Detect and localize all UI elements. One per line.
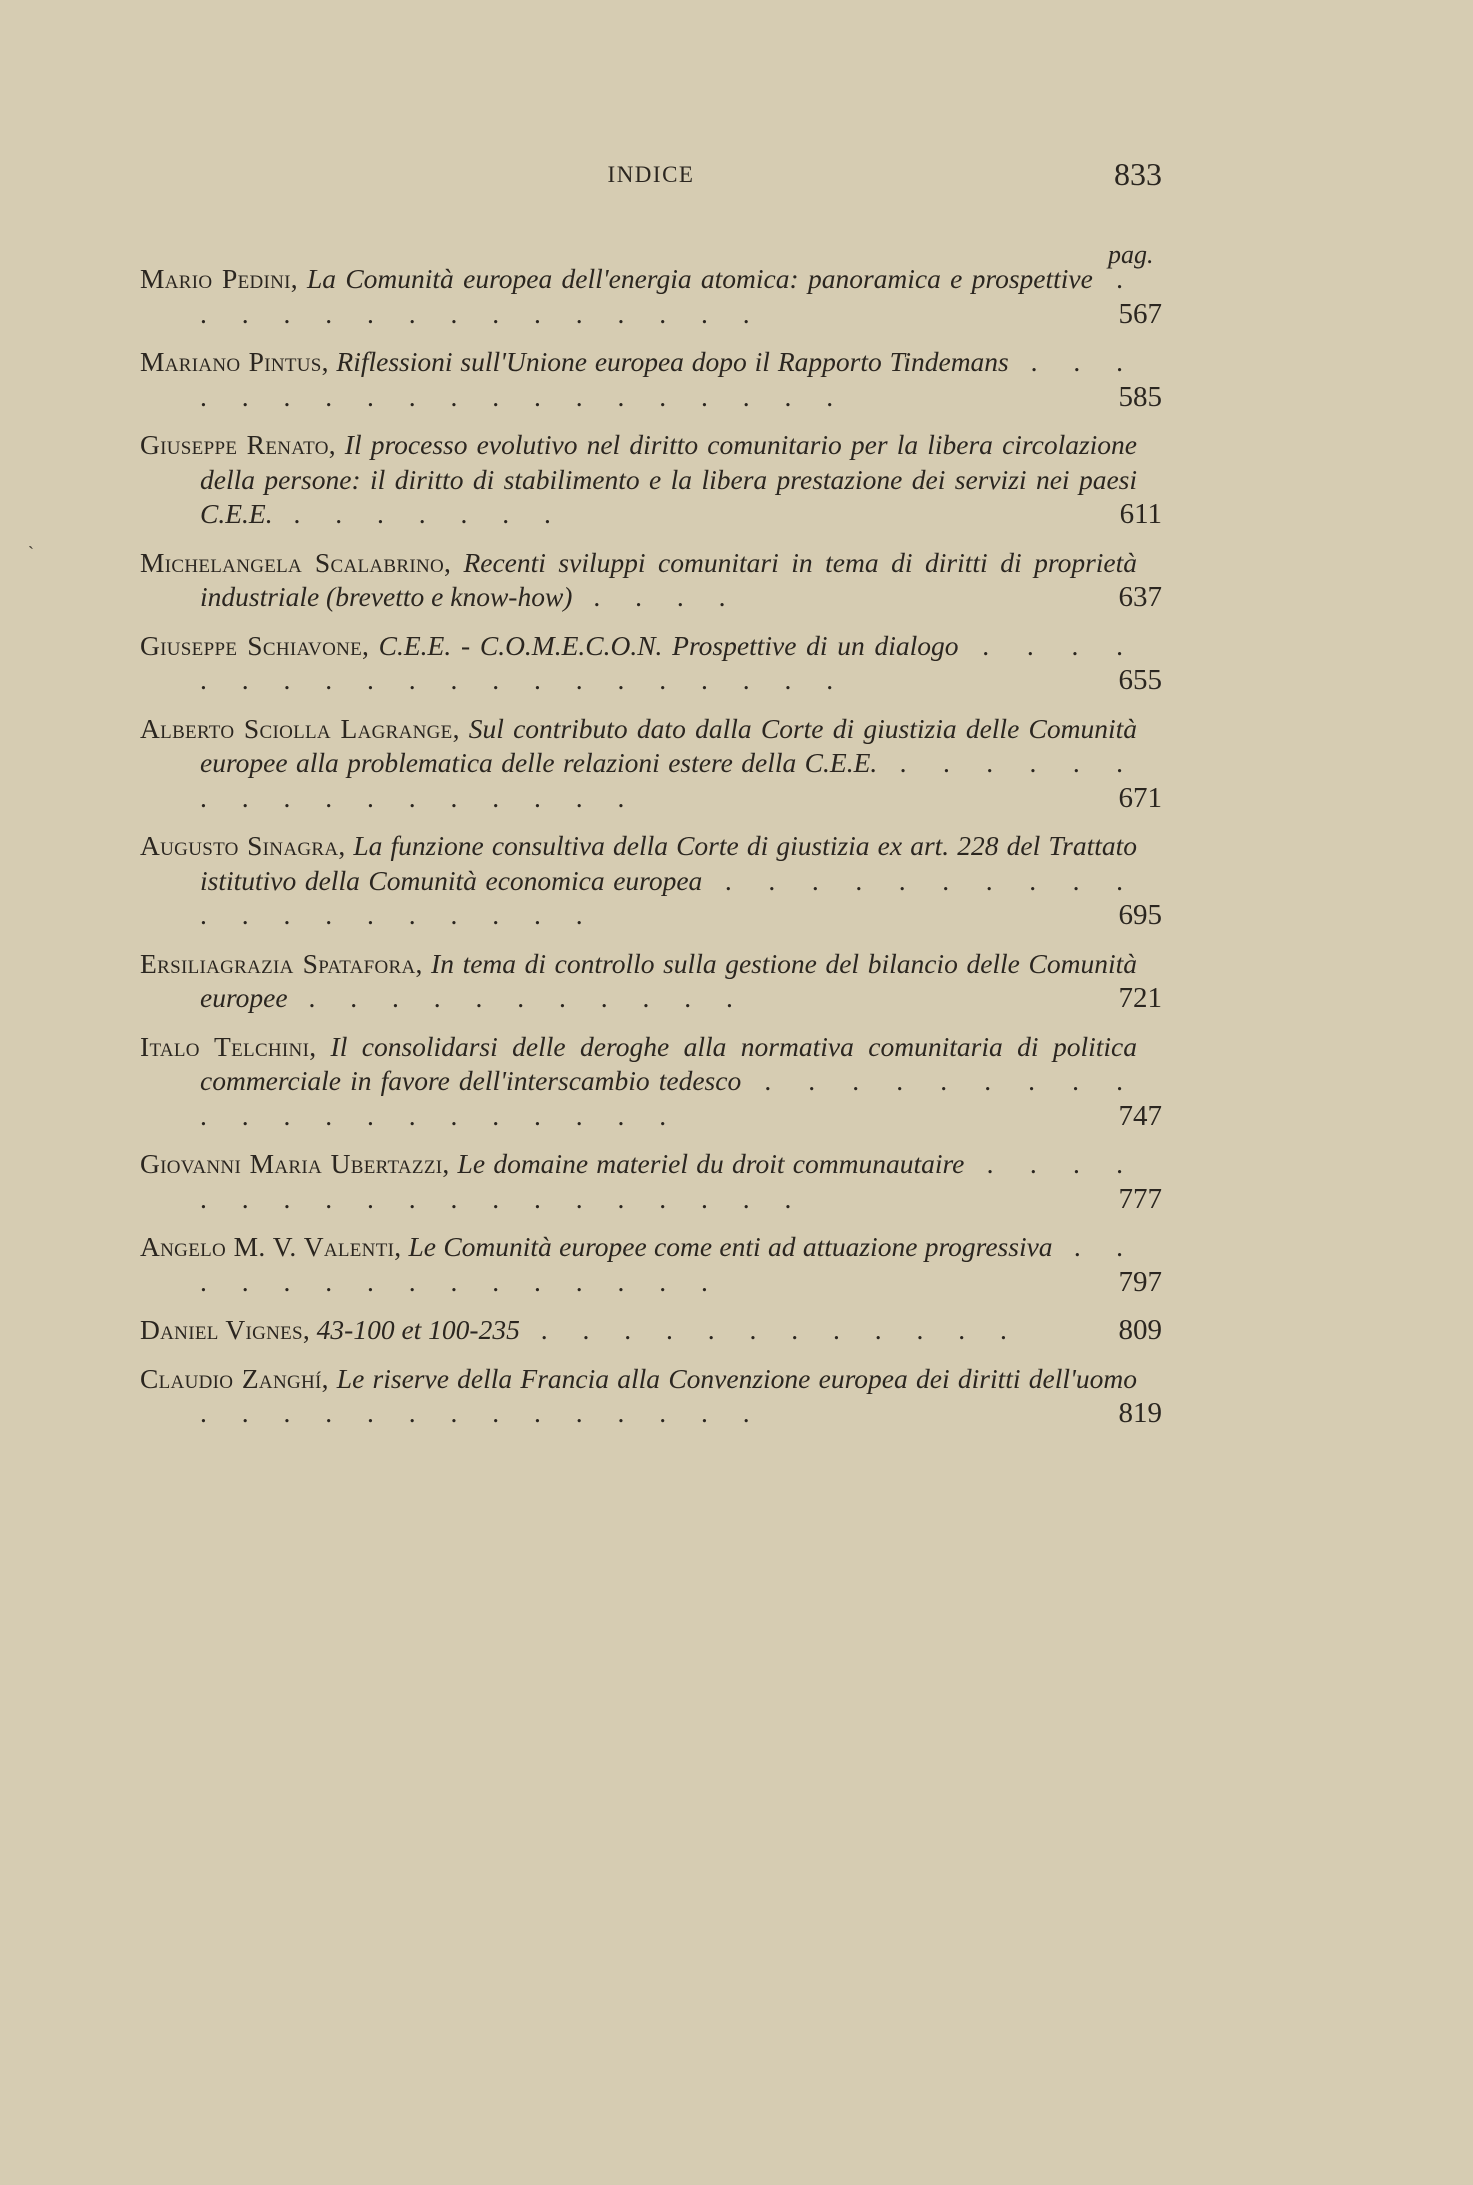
entry-title: Riflessioni sull'Unione europea dopo il Rapporto Tindemans [336, 346, 1009, 377]
toc-entry [140, 1313, 1162, 1348]
leader-dots: . . . . . . . . . . . . [519, 1314, 1021, 1345]
entry-page-number: 777 [1118, 1182, 1162, 1215]
toc-entry-text: Angelo M. V. Valenti, Le Comunità europee come enti ad attuazione progressiva . . . . . . . . . . . . . . . [140, 1231, 1137, 1297]
entry-title: Il processo evolutivo nel diritto comunitario per la libera circolazione della persone: il diritto di stabilimento e la libera prestazione dei servizi nei paesi C.E.E. [200, 429, 1138, 529]
toc-entry-text: Michelangela Scalabrino, Recenti sviluppi comunitari in tema di diritti di proprietà industriale (brevetto e know-how) . . . . [140, 546, 1138, 612]
entry-author: Ersiliagrazia Spatafora [140, 947, 416, 979]
toc-entry [140, 345, 1162, 414]
entry-title: Il consolidarsi delle deroghe alla normativa comunitaria di politica commerciale in favore dell'interscambio tedesco [200, 1030, 1137, 1096]
toc-entry-text: Augusto Sinagra, La funzione consultiva della Corte di giustizia ex art. 228 del Trattato istitutivo della Comunità economica europea . . . . . . . . . . . . . . . . . . . . [140, 830, 1138, 930]
leader-dots: . . . . . . . . . . . . . . . . . . . . [200, 864, 1137, 930]
entry-author: Giuseppe Renato [140, 429, 329, 460]
entry-author: Mariano Pintus [140, 346, 322, 377]
pag-label: pag. [1108, 240, 1154, 269]
entry-title: Le domaine materiel du droit communautaire [457, 1148, 965, 1179]
entry-page-number: 611 [1119, 498, 1162, 530]
entry-author: Angelo M. V. Valenti [140, 1231, 395, 1262]
toc-entry-text: Daniel Vignes, 43-100 et 100-235 . . . . . . . . . . . . [140, 1314, 1021, 1345]
entry-page-number: 567 [1118, 297, 1162, 330]
entry-title: La Comunità europea dell'energia atomica: panoramica e prospettive [306, 263, 1093, 294]
entry-author: Augusto Sinagra [140, 830, 339, 861]
toc-entry [140, 947, 1162, 1016]
entry-page-number: 797 [1118, 1265, 1162, 1298]
entry-author: Claudio Zanghí [140, 1362, 322, 1394]
entry-title: 43-100 et 100-235 [316, 1314, 520, 1345]
entry-author: Giuseppe Schiavone [140, 629, 363, 661]
margin-mark: ` [28, 543, 34, 563]
entry-author: Mario Pedini [140, 263, 291, 294]
entry-author: Alberto Sciolla Lagrange [140, 712, 453, 744]
entry-title: Le Comunità europee come enti ad attuazione progressiva [408, 1231, 1053, 1262]
entry-author: Italo Telchini [140, 1030, 310, 1062]
entry-page-number: 655 [1118, 664, 1162, 696]
entry-title: In tema di controllo sulla gestione del bilancio delle Comunità europee [200, 947, 1137, 1013]
toc-entry [140, 1147, 1162, 1216]
toc-entry [140, 546, 1162, 615]
running-head [140, 156, 1162, 196]
entry-page-number: 747 [1118, 1099, 1162, 1132]
toc-entry-text: Alberto Sciolla Lagrange, Sul contributo dato dalla Corte di giustizia delle Comunità europee alla problematica delle relazioni estere della C.E.E. . . . . . . . . . . . . . . . . . [140, 712, 1138, 813]
toc-entry [140, 262, 1162, 331]
toc-entry-text: Italo Telchini, Il consolidarsi delle deroghe alla normativa comunitaria di politica commerciale in favore dell'interscambio tedesco . . . . . . . . . . . . . . . . . . . . . [140, 1030, 1138, 1131]
leader-dots: . . . . . . . . . . . . . . [200, 1397, 764, 1428]
entry-page-number: 809 [1118, 1314, 1162, 1346]
toc-entry [140, 829, 1162, 933]
entry-author: Giovanni Maria Ubertazzi [140, 1148, 443, 1179]
entry-page-number: 585 [1118, 380, 1162, 413]
leader-dots: . . . . . . . . . . . . . . . . . . . . [200, 629, 1138, 695]
toc-entry-text: Mario Pedini, La Comunità europea dell'energia atomica: panoramica e prospettive . . . . . . . . . . . . . . . [140, 263, 1138, 329]
running-title: INDICE [607, 162, 695, 187]
entry-title: Sul contributo dato dalla Corte di giustizia delle Comunità europee alla problematica delle relazioni estere della C.E.E. [200, 712, 1138, 778]
toc-entry-text: Giuseppe Schiavone, C.E.E. - C.O.M.E.C.O.N. Prospettive di un dialogo . . . . . . . . . . . . . . . . . . . . [140, 629, 1138, 695]
entry-author: Michelangela Scalabrino [140, 546, 445, 578]
toc-entry [140, 1230, 1162, 1299]
leader-dots: . . . . . . . . . . . [287, 982, 747, 1013]
leader-dots: . . . . . . . . . . . . . . . . . . . . . [200, 1065, 1138, 1131]
entry-title: Recenti sviluppi comunitari in tema di diritti di proprietà industriale (brevetto e know-how) [200, 546, 1138, 612]
toc-entry [140, 712, 1162, 816]
leader-dots: . . . . [572, 581, 740, 612]
toc-entry [140, 629, 1162, 698]
leader-dots: . . . . . . . . . . . . . . . . . [200, 747, 1137, 813]
entry-title: La funzione consultiva della Corte di giustizia ex art. 228 del Trattato istitutivo della Comunità economica europea [200, 830, 1138, 896]
toc-entry [140, 1362, 1162, 1431]
table-of-contents [140, 262, 1162, 1445]
toc-entry-text: Claudio Zanghí, Le riserve della Francia alla Convenzione europea dei diritti dell'uomo . . . . . . . . . . . . . . [140, 1362, 1137, 1428]
toc-entry-text: Giovanni Maria Ubertazzi, Le domaine materiel du droit communautaire . . . . . . . . . . . . . . . . . . . [140, 1148, 1138, 1214]
entry-page-number: 819 [1118, 1397, 1162, 1429]
leader-dots: . . . . . . . . . . . . . . . . . . . [200, 346, 1138, 412]
entry-page-number: 671 [1118, 781, 1162, 814]
toc-entry-text: Giuseppe Renato, Il processo evolutivo nel diritto comunitario per la libera circolazione della persone: il diritto di stabilimento e la libera prestazione dei servizi nei paesi C.E.E. . . . . . . . [140, 429, 1138, 529]
page-number: 833 [1114, 156, 1162, 192]
entry-author: Daniel Vignes [140, 1314, 303, 1345]
entry-page-number: 721 [1118, 982, 1162, 1014]
leader-dots: . . . . . . . . . . . . . . . [200, 263, 1138, 329]
leader-dots: . . . . . . . . . . . . . . . . . . . [200, 1148, 1138, 1214]
toc-entry-text: Mariano Pintus, Riflessioni sull'Unione europea dopo il Rapporto Tindemans . . . . . . . . . . . . . . . . . . . [140, 346, 1138, 412]
entry-title: Le riserve della Francia alla Convenzione europea dei diritti dell'uomo [336, 1362, 1137, 1394]
entry-page-number: 637 [1118, 581, 1162, 613]
toc-entry [140, 1030, 1162, 1134]
toc-entry [140, 428, 1162, 532]
entry-page-number: 695 [1118, 899, 1162, 931]
leader-dots: . . . . . . . . . . . . . . . [200, 1231, 1137, 1297]
entry-title: C.E.E. - C.O.M.E.C.O.N. Prospettive di un dialogo [378, 629, 959, 661]
leader-dots: . . . . . . . [272, 498, 565, 529]
toc-entry-text: Ersiliagrazia Spatafora, In tema di controllo sulla gestione del bilancio delle Comunità europee . . . . . . . . . . . [140, 947, 1137, 1013]
